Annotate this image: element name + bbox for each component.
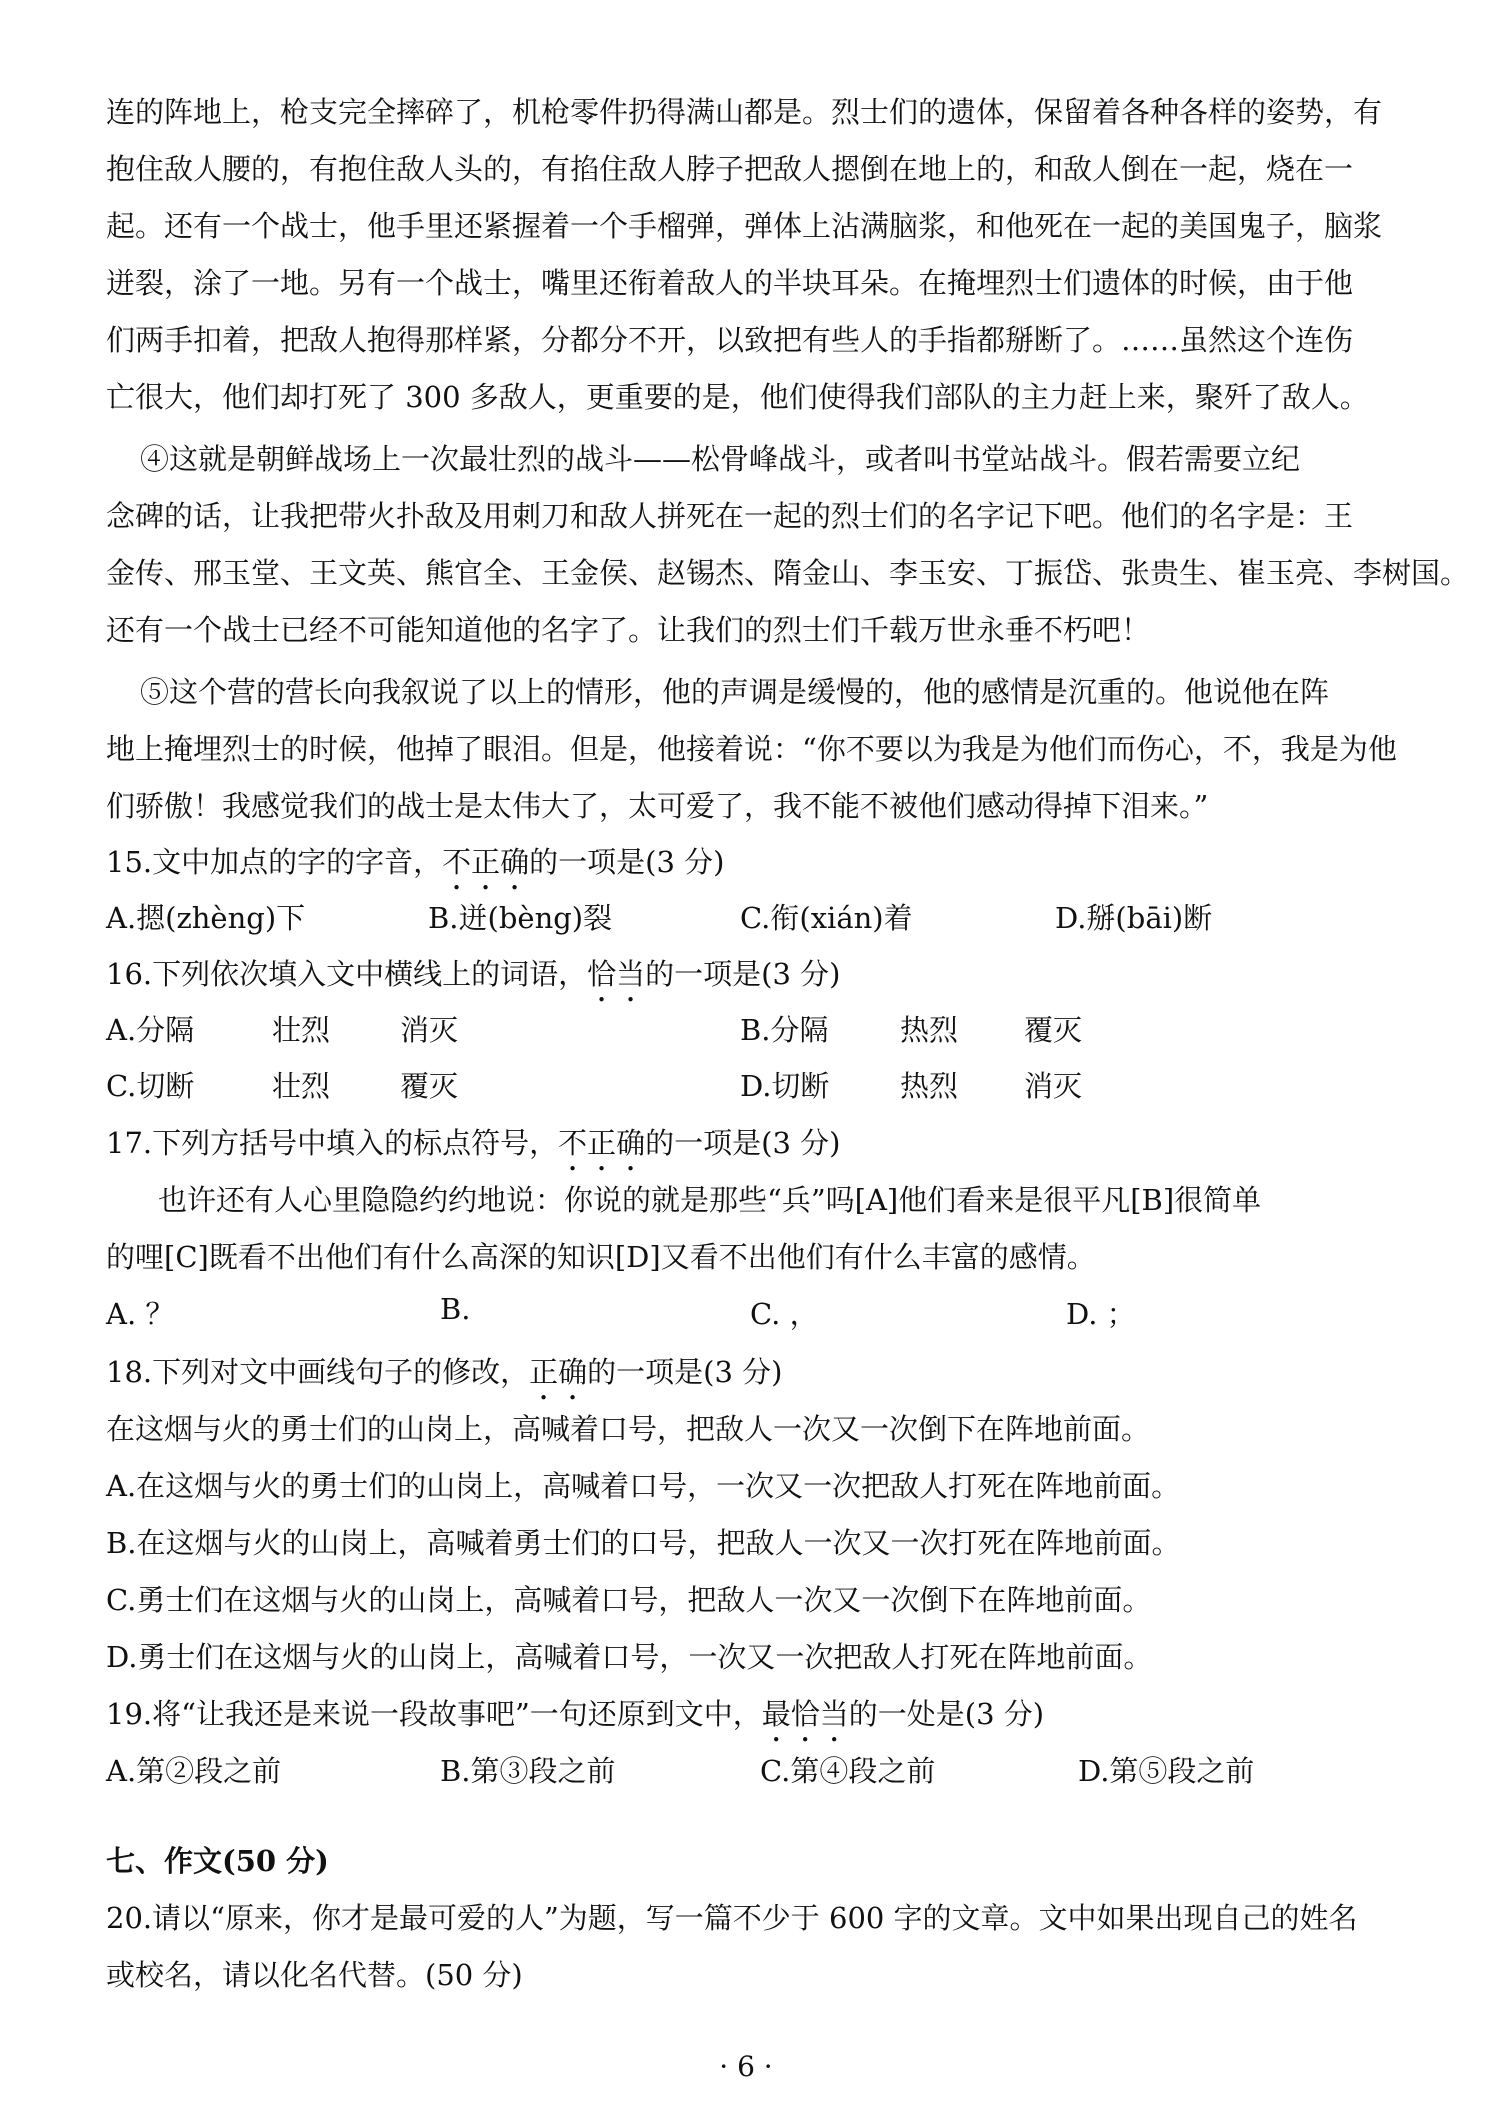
passage-line: ⑤这个营的营长向我叙说了以上的情形，他的声调是缓慢的，他的感情是沉重的。他说他在阵 [140,675,1330,709]
question-20-line: 或校名，请以化名代替。(50 分) [106,1958,523,1992]
passage-line: 起。还有一个战士，他手里还紧握着一个手榴弹，弹体上沾满脑浆，和他死在一起的美国鬼子，脑浆 [106,209,1383,243]
q18-option-a: A.在这烟与火的勇士们的山岗上，高喊着口号，一次又一次把敌人打死在阵地前面。 [106,1469,1181,1503]
question-15-stem: 15.文中加点的字的字音，不正确的一项是(3 分) [106,845,725,879]
q16-option-b: B.分隔 [740,1013,829,1047]
passage-line: 抱住敌人腰的，有抱住敌人头的，有掐住敌人脖子把敌人摁倒在地上的，和敌人倒在一起，烧在一 [106,152,1354,186]
q16-option-a-word: 壮烈 [272,1013,331,1047]
q19-option-c: C.第④段之前 [760,1754,936,1788]
q18-option-b: B.在这烟与火的山岗上，高喊着勇士们的口号，把敌人一次又一次打死在阵地前面。 [106,1526,1181,1560]
q16-option-c-word: 覆灭 [400,1069,459,1103]
q18-option-c: C.勇士们在这烟与火的山岗上，高喊着口号，把敌人一次又一次倒下在阵地前面。 [106,1583,1152,1617]
q19-option-b: B.第③段之前 [440,1754,616,1788]
q16-option-d-word: 热烈 [900,1069,959,1103]
section-heading: 七、作文(50 分) [106,1844,329,1878]
passage-line: 们骄傲！我感觉我们的战士是太伟大了，太可爱了，我不能不被他们感动得掉下泪来。” [106,789,1209,823]
q16-option-a-word: 消灭 [400,1013,459,1047]
q18-option-d: D.勇士们在这烟与火的山岗上，高喊着口号，一次又一次把敌人打死在阵地前面。 [106,1640,1153,1674]
q16-option-d-word: 消灭 [1024,1069,1083,1103]
passage-line: 连的阵地上，枪支完全摔碎了，机枪零件扔得满山都是。烈士们的遗体，保留着各种各样的姿势，有 [106,95,1383,129]
passage-line: 们两手扣着，把敌人抱得那样紧，分都分不开，以致把有些人的手指都掰断了。……虽然这个连伤 [106,323,1354,357]
passage-line: 亡很大，他们却打死了 300 多敌人，更重要的是，他们使得我们部队的主力赶上来，聚歼了敌人。 [106,380,1369,414]
q15-option-a: A.摁(zhèng)下 [106,901,306,935]
q16-option-a: A.分隔 [106,1013,195,1047]
question-18-stem: 18.下列对文中画线句子的修改，正确的一项是(3 分) [106,1355,783,1389]
question-20-line: 20.请以“原来，你才是最可爱的人”为题，写一篇不少于 600 字的文章。文中如果出现自己的姓名 [106,1901,1358,1935]
q18-sentence: 在这烟与火的勇士们的山岗上，高喊着口号，把敌人一次又一次倒下在阵地前面。 [106,1412,1151,1446]
passage-line: 念碑的话，让我把带火扑敌及用刺刀和敌人拼死在一起的烈士们的名字记下吧。他们的名字是：王 [106,499,1354,533]
q16-option-b-word: 热烈 [900,1013,959,1047]
q17-option-d: D. ； [1066,1297,1136,1331]
q17-option-c: C. ， [750,1297,819,1331]
passage-line: 迸裂，涂了一地。另有一个战士，嘴里还衔着敌人的半块耳朵。在掩埋烈士们遗体的时候，由于他 [106,266,1354,300]
q16-option-d: D.切断 [740,1069,830,1103]
page-number: · 6 · [719,2050,773,2083]
question-17-stem: 17.下列方括号中填入的标点符号，不正确的一项是(3 分) [106,1126,841,1160]
q19-option-a: A.第②段之前 [106,1754,282,1788]
q17-option-b: B. [440,1292,471,1326]
q17-option-a: A. ？ [106,1297,175,1331]
question-16-stem: 16.下列依次填入文中横线上的词语，恰当的一项是(3 分) [106,957,841,991]
passage-line: ④这就是朝鲜战场上一次最壮烈的战斗——松骨峰战斗，或者叫书堂站战斗。假若需要立纪 [140,442,1301,476]
q15-option-b: B.迸(bèng)裂 [428,901,613,935]
question-19-stem: 19.将“让我还是来说一段故事吧”一句还原到文中，最恰当的一处是(3 分) [106,1697,1045,1731]
passage-line: 金传、邢玉堂、王文英、熊官全、王金侯、赵锡杰、隋金山、李玉安、丁振岱、张贵生、崔玉亮、李树国。 [106,556,1470,590]
q16-option-c-word: 壮烈 [272,1069,331,1103]
passage-line: 还有一个战士已经不可能知道他的名字了。让我们的烈士们千载万世永垂不朽吧！ [106,613,1151,647]
passage-line: 地上掩埋烈士的时候，他掉了眼泪。但是，他接着说：“你不要以为我是为他们而伤心，不，我是为他 [106,732,1397,766]
q17-text-line: 也许还有人心里隐隐约约地说：你说的就是那些“兵”吗[A]他们看来是很平凡[B]很简单 [158,1183,1262,1217]
q15-option-d: D.掰(bāi)断 [1055,901,1213,935]
q16-option-c: C.切断 [106,1069,195,1103]
q19-option-d: D.第⑤段之前 [1078,1754,1255,1788]
q15-option-c: C.衔(xián)着 [740,901,913,935]
q17-text-line: 的哩[C]既看不出他们有什么高深的知识[D]又看不出他们有什么丰富的感情。 [106,1240,1096,1274]
q16-option-b-word: 覆灭 [1024,1013,1083,1047]
